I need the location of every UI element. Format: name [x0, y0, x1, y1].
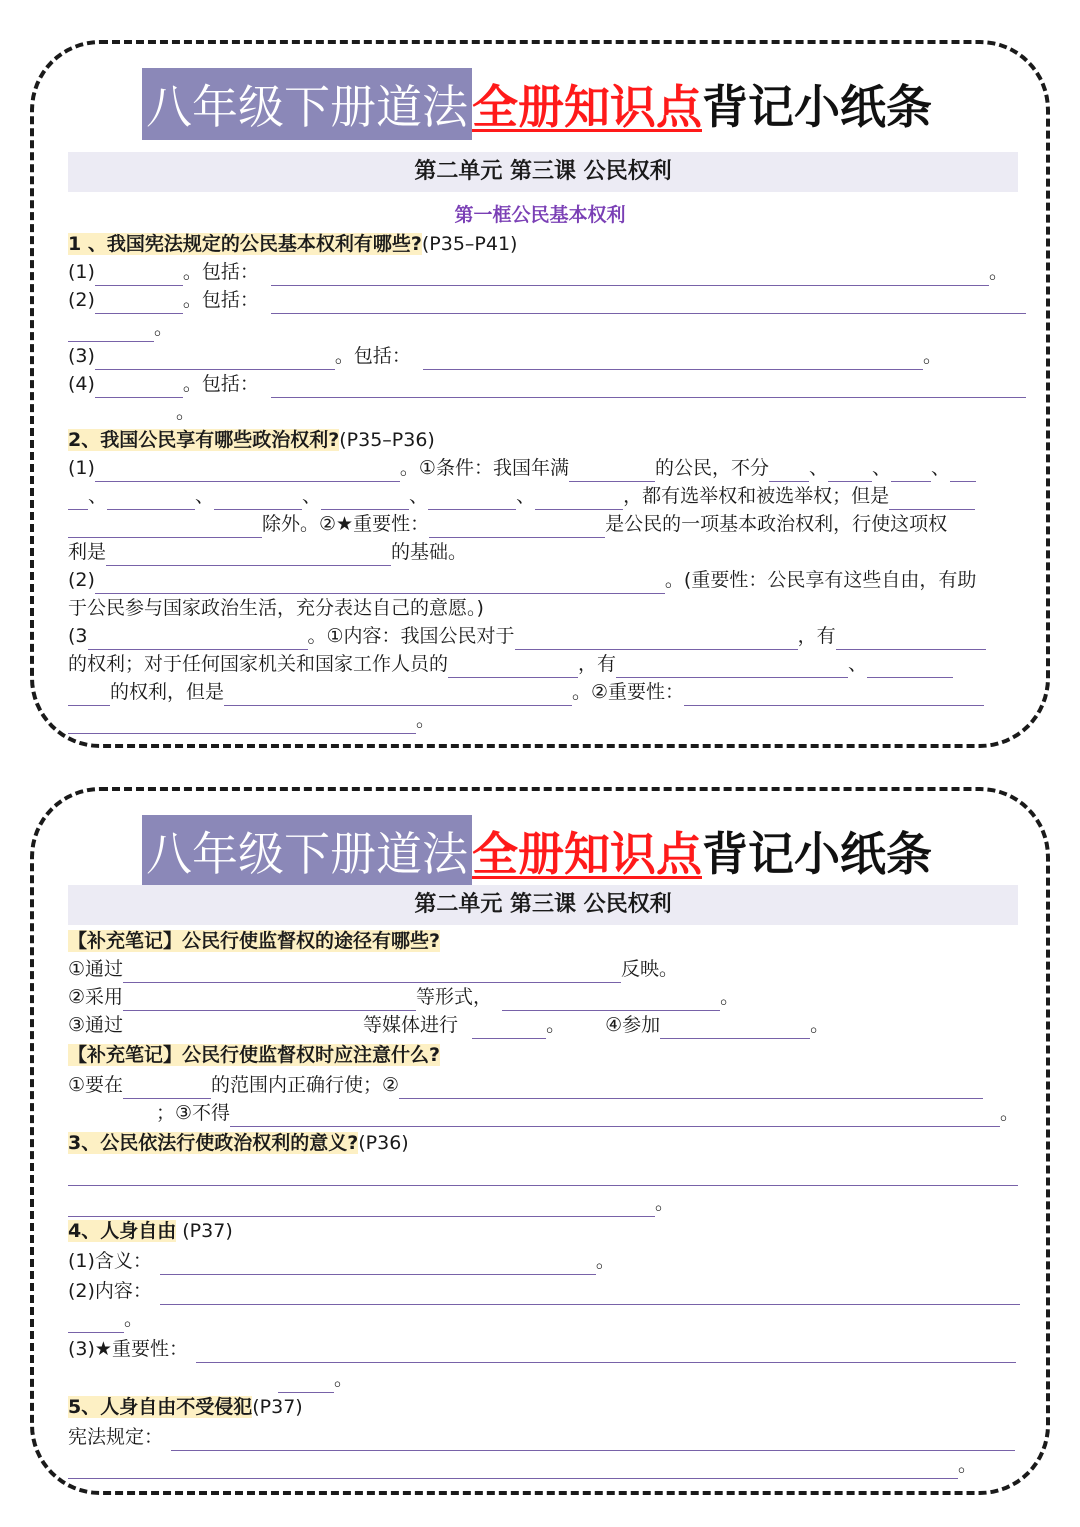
answer-line: [68, 983, 1018, 1011]
page-ref: (P37): [176, 1220, 233, 1242]
answer-blank[interactable]: [68, 711, 416, 734]
title-part-grade: 八年级下册道法: [142, 815, 472, 887]
title-part-suffix: 背记小纸条: [702, 80, 932, 134]
answer-line: [68, 454, 1018, 482]
text-segment: 。: [1000, 1102, 1020, 1124]
answer-blank[interactable]: [502, 988, 720, 1011]
answer-blank[interactable]: [535, 487, 623, 510]
text-segment: (2): [68, 289, 95, 311]
note-title: 【补充笔记】公民行使监督权的途径有哪些?: [68, 930, 441, 952]
page-ref: (P35–P41): [421, 233, 518, 255]
question-title: 3、公民依法行使政治权利的意义?: [68, 1132, 359, 1154]
answer-blank[interactable]: [95, 347, 335, 370]
answer-blank[interactable]: [68, 319, 154, 342]
answer-line: [68, 1011, 1018, 1039]
text-segment: 。①条件：我国年满: [399, 457, 569, 479]
text-segment: 。包括：: [334, 345, 411, 367]
text-segment: 、: [931, 457, 951, 479]
answer-blank[interactable]: [68, 515, 262, 538]
text-segment: 。包括：: [182, 373, 259, 395]
answer-blank[interactable]: [88, 627, 308, 650]
question-3: [68, 1129, 1018, 1157]
text-segment: 的基础。: [391, 541, 468, 563]
text-segment: 。①内容：我国公民对于: [307, 625, 515, 647]
note-card-1: [30, 40, 1050, 748]
text-segment: 的范围内正确行使；②: [211, 1074, 400, 1096]
text-segment: ②采用: [68, 986, 124, 1008]
text-segment: (1): [68, 261, 95, 283]
text-segment: (2): [68, 569, 95, 591]
question-5: [68, 1393, 1018, 1421]
page-ref: (P37): [252, 1396, 303, 1418]
unit-heading: 第二单元 第三课 公民权利: [68, 152, 1018, 192]
answer-blank[interactable]: [95, 291, 183, 314]
answer-blank[interactable]: [828, 459, 872, 482]
text-segment: 。: [546, 1014, 566, 1036]
text-segment: 。②重要性：: [572, 681, 685, 703]
note-title: 【补充笔记】公民行使监督权时应注意什么?: [68, 1044, 441, 1066]
text-segment: 。: [958, 1454, 978, 1476]
answer-line: [68, 1099, 1018, 1127]
answer-line: [68, 398, 1018, 426]
text-segment: 。: [655, 1192, 675, 1214]
answer-blank[interactable]: [891, 459, 931, 482]
answer-blank[interactable]: [107, 487, 195, 510]
card-title: [142, 68, 932, 140]
supplement-note-1: [68, 927, 1018, 955]
answer-blank[interactable]: [616, 655, 848, 678]
answer-blank[interactable]: [171, 1428, 1015, 1451]
text-segment: 、: [808, 457, 828, 479]
answer-blank[interactable]: [660, 1016, 810, 1039]
text-segment: ；③不得: [156, 1102, 231, 1124]
text-segment: 、: [848, 653, 868, 675]
answer-line: [68, 510, 1018, 538]
answer-blank[interactable]: [867, 655, 953, 678]
answer-blank[interactable]: [106, 543, 391, 566]
answer-blank[interactable]: [95, 375, 183, 398]
text-segment: ，都有选举权和被选举权；但是: [623, 485, 890, 507]
text-segment: 。: [176, 401, 196, 423]
text-segment: ④参加: [605, 1014, 661, 1036]
answer-blank[interactable]: [95, 263, 183, 286]
answer-line: [68, 1277, 1018, 1305]
answer-blank[interactable]: [769, 459, 809, 482]
text-segment: 宪法规定：: [68, 1426, 164, 1448]
answer-line: [68, 482, 1018, 510]
question-2: [68, 426, 1018, 454]
answer-line: [68, 1423, 1018, 1451]
answer-line: [68, 286, 1018, 314]
question-4: [68, 1217, 1018, 1245]
text-segment: 、: [195, 485, 215, 507]
text-segment: (2)内容：: [68, 1280, 152, 1302]
answer-blank[interactable]: [123, 988, 416, 1011]
question-title: 5、人身自由不受侵犯: [68, 1396, 253, 1418]
answer-blank[interactable]: [160, 1282, 1020, 1305]
text-segment: (4): [68, 373, 95, 395]
answer-line: [68, 706, 1018, 734]
text-segment: 。: [334, 1368, 354, 1390]
answer-blank[interactable]: [196, 1340, 1016, 1363]
text-segment: 。包括：: [182, 261, 259, 283]
answer-blank[interactable]: [224, 683, 572, 706]
text-segment: 、: [872, 457, 892, 479]
answer-blank[interactable]: [68, 1310, 124, 1333]
answer-blank[interactable]: [68, 1194, 655, 1217]
question-1: [68, 230, 1018, 258]
answer-blank[interactable]: [68, 487, 88, 510]
text-segment: 、: [302, 485, 322, 507]
question-title: 1 、我国宪法规定的公民基本权利有哪些?: [68, 233, 422, 255]
text-segment: ，有: [797, 625, 836, 647]
answer-blank[interactable]: [68, 1456, 958, 1479]
text-segment: 。: [810, 1014, 830, 1036]
answer-line: [68, 650, 1018, 678]
answer-line: [68, 1189, 1018, 1217]
answer-line: [68, 678, 1018, 706]
page-ref: (P35–P36): [339, 429, 435, 451]
note-card-2: [30, 787, 1050, 1495]
supplement-note-2: [68, 1041, 1018, 1069]
text-segment: 。: [922, 345, 942, 367]
answer-blank[interactable]: [123, 1076, 211, 1099]
text-segment: 。(重要性：公民享有这些自由，有助: [664, 569, 977, 591]
unit-heading: 第二单元 第三课 公民权利: [68, 885, 1018, 925]
text-segment: 反映。: [621, 958, 679, 980]
answer-blank[interactable]: [569, 459, 655, 482]
answer-line: [68, 370, 1018, 398]
text-segment: 等形式，: [416, 986, 493, 1008]
answer-line: [68, 342, 1018, 370]
text-segment: (1): [68, 457, 95, 479]
answer-line: [68, 566, 1018, 594]
answer-blank[interactable]: [684, 683, 984, 706]
title-part-highlight: 全册知识点: [472, 827, 702, 881]
text-segment: 除外。②★重要性：: [262, 513, 430, 535]
answer-blank[interactable]: [448, 655, 578, 678]
text-segment: 的权利，但是: [110, 681, 225, 703]
title-part-suffix: 背记小纸条: [702, 827, 932, 881]
answer-line: [68, 955, 1018, 983]
answer-blank[interactable]: [399, 1076, 983, 1099]
text-segment: 。: [416, 709, 436, 731]
text-segment: ③通过: [68, 1014, 124, 1036]
answer-blank[interactable]: [321, 487, 409, 510]
answer-line: [68, 314, 1018, 342]
answer-blank[interactable]: [950, 459, 976, 482]
answer-line: [68, 1247, 1018, 1275]
answer-blank[interactable]: [472, 1016, 546, 1039]
answer-line: [68, 1365, 1018, 1393]
answer-blank[interactable]: [230, 1104, 1000, 1127]
text-segment: 于公民参与国家政治生活，充分表达自己的意愿。): [68, 597, 484, 619]
text-segment: 。: [720, 986, 740, 1008]
title-part-grade: 八年级下册道法: [142, 68, 472, 140]
answer-blank[interactable]: [836, 627, 986, 650]
page-ref: (P36): [358, 1132, 409, 1154]
title-part-highlight: 全册知识点: [472, 80, 702, 134]
text-segment: 。: [595, 1250, 615, 1272]
answer-blank[interactable]: [271, 263, 989, 286]
text-segment: 利是: [68, 541, 107, 563]
text-segment: ①要在: [68, 1074, 124, 1096]
answer-blank[interactable]: [95, 571, 665, 594]
answer-blank[interactable]: [278, 1370, 334, 1393]
text-segment: 、: [516, 485, 536, 507]
answer-line: [68, 1335, 1018, 1363]
answer-blank[interactable]: [429, 515, 605, 538]
answer-blank[interactable]: [428, 487, 516, 510]
text-segment: 、: [409, 485, 429, 507]
answer-blank[interactable]: [423, 347, 923, 370]
text-segment: 是公民的一项基本政治权利，行使这项权: [605, 513, 948, 535]
answer-blank[interactable]: [214, 487, 302, 510]
answer-blank[interactable]: [271, 291, 1026, 314]
text-segment: (3: [68, 625, 88, 647]
text-segment: (3)★重要性：: [68, 1338, 188, 1360]
text-segment: 、: [88, 485, 108, 507]
answer-line: [68, 258, 1018, 286]
text-segment: 。: [124, 1308, 144, 1330]
answer-blank[interactable]: [271, 375, 1026, 398]
text-segment: 。: [988, 261, 1008, 283]
text-segment: ①通过: [68, 958, 124, 980]
section-heading: 第一框公民基本权利: [454, 204, 626, 226]
text-segment: 。包括：: [182, 289, 259, 311]
question-title: 4、人身自由: [68, 1220, 177, 1242]
text-segment: (3): [68, 345, 95, 367]
answer-blank[interactable]: [68, 1185, 1018, 1186]
text-segment: 。: [154, 317, 174, 339]
answer-line: [68, 1071, 1018, 1099]
answer-blank[interactable]: [515, 627, 798, 650]
answer-blank[interactable]: [889, 487, 975, 510]
answer-blank[interactable]: [160, 1252, 596, 1275]
text-segment: ，有: [578, 653, 617, 675]
answer-blank[interactable]: [123, 960, 621, 983]
answer-line: [68, 1305, 1018, 1333]
card-title: [142, 815, 932, 887]
text-segment: (1)含义：: [68, 1250, 152, 1272]
answer-line: [68, 1451, 1018, 1479]
question-title: 2、我国公民享有哪些政治权利?: [68, 429, 340, 451]
answer-blank[interactable]: [95, 459, 400, 482]
text-segment: 的权利；对于任何国家机关和国家工作人员的: [68, 653, 449, 675]
text-segment: 等媒体进行: [363, 1014, 459, 1036]
text-segment: 的公民，不分: [654, 457, 769, 479]
answer-blank[interactable]: [68, 683, 110, 706]
answer-line: [68, 622, 1018, 650]
answer-line: [68, 538, 1018, 566]
answer-line: [68, 594, 1018, 622]
